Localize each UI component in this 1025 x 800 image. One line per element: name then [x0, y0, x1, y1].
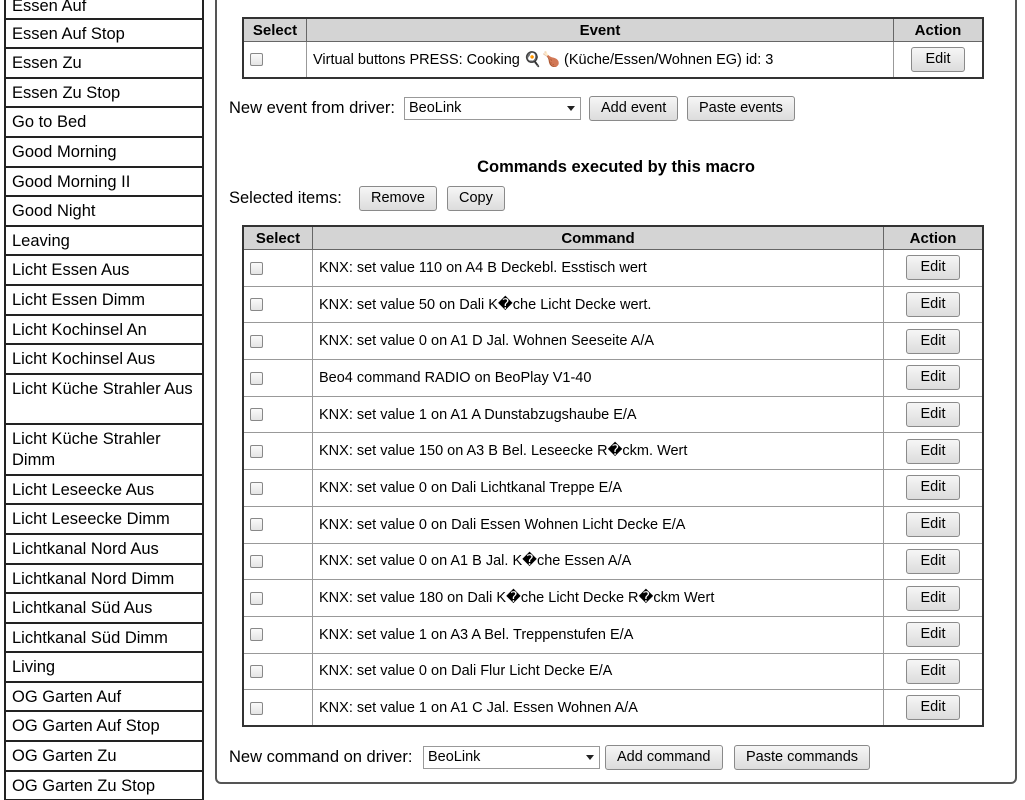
command-select-checkbox[interactable] — [250, 482, 263, 495]
event-select-checkbox[interactable] — [250, 53, 263, 66]
edit-command-button[interactable]: Edit — [906, 402, 960, 427]
command-action-cell — [884, 470, 984, 507]
edit-command-button[interactable]: Edit — [906, 439, 960, 464]
selected-items-label: Selected items: — [229, 189, 342, 207]
command-select-checkbox[interactable] — [250, 335, 263, 348]
command-select-cell — [243, 690, 313, 727]
edit-command-button[interactable]: Edit — [906, 255, 960, 280]
command-select-checkbox[interactable] — [250, 408, 263, 421]
macro-list-item[interactable]: Good Night — [4, 197, 204, 227]
event-action-cell — [894, 42, 984, 78]
command-action-cell — [884, 690, 984, 727]
new-event-label: New event from driver: — [229, 99, 395, 117]
command-select-checkbox[interactable] — [250, 445, 263, 458]
command-action-cell — [884, 580, 984, 617]
events-header-select: Select — [243, 18, 307, 42]
events-table — [242, 17, 984, 79]
command-select-checkbox[interactable] — [250, 262, 263, 275]
command-driver-value: BeoLink — [428, 749, 481, 765]
commands-header-command: Command — [313, 226, 884, 250]
command-text: KNX: set value 180 on Dali K�che Licht Decke R�ckm Wert — [313, 580, 884, 617]
macro-list-item[interactable]: Licht Kochinsel An — [4, 316, 204, 346]
events-header-event: Event — [307, 18, 894, 42]
macro-list-item[interactable]: OG Garten Zu — [4, 742, 204, 772]
macro-list — [0, 0, 205, 800]
command-text: KNX: set value 0 on Dali Lichtkanal Treppe E/A — [313, 470, 884, 507]
edit-event-button[interactable]: Edit — [911, 47, 965, 72]
macro-list-item[interactable]: Licht Küche Strahler Dimm — [4, 425, 204, 476]
add-event-button[interactable]: Add event — [589, 96, 678, 121]
macro-list-item[interactable]: OG Garten Auf — [4, 683, 204, 713]
command-select-cell — [243, 580, 313, 617]
event-text: Virtual buttons PRESS: Cooking 🍳🍗 (Küche/Essen/Wohnen EG) id: 3 — [307, 42, 894, 78]
events-header-action: Action — [894, 18, 984, 42]
edit-command-button[interactable]: Edit — [906, 659, 960, 684]
macro-list-item[interactable]: Lichtkanal Süd Dimm — [4, 624, 204, 654]
macro-list-item[interactable]: Licht Kochinsel Aus — [4, 345, 204, 375]
command-text: KNX: set value 0 on Dali Flur Licht Decke E/A — [313, 653, 884, 690]
command-text: KNX: set value 0 on A1 B Jal. K�che Essen A/A — [313, 543, 884, 580]
macro-list-item[interactable]: Licht Küche Strahler Aus — [4, 375, 204, 426]
command-action-cell — [884, 396, 984, 433]
macro-list-item[interactable]: Go to Bed — [4, 108, 204, 138]
command-row — [243, 323, 983, 360]
macro-list-item[interactable]: Essen Zu Stop — [4, 79, 204, 109]
command-row — [243, 433, 983, 470]
command-row — [243, 470, 983, 507]
edit-command-button[interactable]: Edit — [906, 512, 960, 537]
edit-command-button[interactable]: Edit — [906, 586, 960, 611]
event-select-cell — [243, 42, 307, 78]
command-select-cell — [243, 360, 313, 397]
macro-list-item[interactable]: Lichtkanal Nord Aus — [4, 535, 204, 565]
command-action-cell — [884, 286, 984, 323]
command-text: KNX: set value 1 on A1 A Dunstabzugshaube E/A — [313, 396, 884, 433]
edit-command-button[interactable]: Edit — [906, 365, 960, 390]
edit-command-button[interactable]: Edit — [906, 695, 960, 720]
macro-list-item[interactable]: Essen Auf Stop — [4, 20, 204, 50]
command-action-cell — [884, 360, 984, 397]
remove-button[interactable]: Remove — [359, 186, 437, 211]
edit-command-button[interactable]: Edit — [906, 475, 960, 500]
macro-list-item[interactable]: Essen Auf — [4, 0, 204, 20]
macro-list-item[interactable]: Lichtkanal Süd Aus — [4, 594, 204, 624]
command-select-cell — [243, 250, 313, 287]
macro-list-item[interactable]: Living — [4, 653, 204, 683]
command-text: KNX: set value 0 on Dali Essen Wohnen Licht Decke E/A — [313, 506, 884, 543]
commands-header-select: Select — [243, 226, 313, 250]
macro-list-item[interactable]: OG Garten Auf Stop — [4, 712, 204, 742]
command-row — [243, 360, 983, 397]
command-select-checkbox[interactable] — [250, 298, 263, 311]
command-row — [243, 250, 983, 287]
command-select-checkbox[interactable] — [250, 555, 263, 568]
event-row — [243, 42, 983, 78]
macro-list-item[interactable]: Leaving — [4, 227, 204, 257]
command-select-checkbox[interactable] — [250, 702, 263, 715]
macro-list-item[interactable]: Good Morning II — [4, 168, 204, 198]
edit-command-button[interactable]: Edit — [906, 622, 960, 647]
command-select-cell — [243, 506, 313, 543]
command-action-cell — [884, 323, 984, 360]
macro-list-item[interactable]: OG Garten Zu Stop — [4, 772, 204, 800]
command-select-cell — [243, 616, 313, 653]
command-select-cell — [243, 396, 313, 433]
macro-list-item[interactable]: Lichtkanal Nord Dimm — [4, 565, 204, 595]
edit-command-button[interactable]: Edit — [906, 329, 960, 354]
new-command-label: New command on driver: — [229, 748, 413, 766]
command-select-checkbox[interactable] — [250, 518, 263, 531]
chevron-down-icon — [586, 755, 594, 760]
command-select-cell — [243, 470, 313, 507]
paste-events-button[interactable]: Paste events — [687, 96, 795, 121]
command-select-cell — [243, 653, 313, 690]
command-row — [243, 690, 983, 727]
command-action-cell — [884, 653, 984, 690]
macro-list-item[interactable]: Licht Essen Aus — [4, 256, 204, 286]
command-select-cell — [243, 433, 313, 470]
macro-list-item[interactable]: Essen Zu — [4, 49, 204, 79]
commands-header-action: Action — [884, 226, 984, 250]
command-action-cell — [884, 616, 984, 653]
command-text: KNX: set value 150 on A3 B Bel. Leseecke R�ckm. Wert — [313, 433, 884, 470]
command-text: KNX: set value 1 on A1 C Jal. Essen Wohnen A/A — [313, 690, 884, 727]
add-command-button[interactable]: Add command — [605, 745, 723, 770]
command-action-cell — [884, 506, 984, 543]
command-select-checkbox[interactable] — [250, 628, 263, 641]
command-row — [243, 580, 983, 617]
command-select-checkbox[interactable] — [250, 592, 263, 605]
macro-list-item[interactable]: Licht Leseecke Aus — [4, 476, 204, 506]
command-row — [243, 396, 983, 433]
command-text: KNX: set value 1 on A3 A Bel. Treppenstufen E/A — [313, 616, 884, 653]
edit-command-button[interactable]: Edit — [906, 549, 960, 574]
command-row — [243, 616, 983, 653]
command-row — [243, 506, 983, 543]
macro-list-item[interactable]: Good Morning — [4, 138, 204, 168]
command-select-checkbox[interactable] — [250, 665, 263, 678]
command-action-cell — [884, 250, 984, 287]
command-row — [243, 543, 983, 580]
macro-list-item[interactable]: Licht Leseecke Dimm — [4, 505, 204, 535]
command-select-cell — [243, 323, 313, 360]
command-text: Beo4 command RADIO on BeoPlay V1-40 — [313, 360, 884, 397]
command-row — [243, 286, 983, 323]
event-driver-select[interactable] — [404, 97, 581, 120]
command-row — [243, 653, 983, 690]
command-select-cell — [243, 543, 313, 580]
edit-command-button[interactable]: Edit — [906, 292, 960, 317]
command-action-cell — [884, 433, 984, 470]
command-text: KNX: set value 50 on Dali K�che Licht Decke wert. — [313, 286, 884, 323]
event-driver-value: BeoLink — [409, 100, 462, 116]
macro-list-item[interactable]: Licht Essen Dimm — [4, 286, 204, 316]
commands-table — [242, 225, 984, 727]
copy-button[interactable]: Copy — [447, 186, 505, 211]
command-select-checkbox[interactable] — [250, 372, 263, 385]
chevron-down-icon — [567, 106, 575, 111]
paste-commands-button[interactable]: Paste commands — [734, 745, 870, 770]
command-driver-select[interactable] — [423, 746, 600, 769]
command-select-cell — [243, 286, 313, 323]
macro-detail-panel — [215, 0, 1017, 784]
command-action-cell — [884, 543, 984, 580]
command-text: KNX: set value 110 on A4 B Deckebl. Esstisch wert — [313, 250, 884, 287]
commands-title: Commands executed by this macro — [477, 158, 755, 176]
command-text: KNX: set value 0 on A1 D Jal. Wohnen Seeseite A/A — [313, 323, 884, 360]
